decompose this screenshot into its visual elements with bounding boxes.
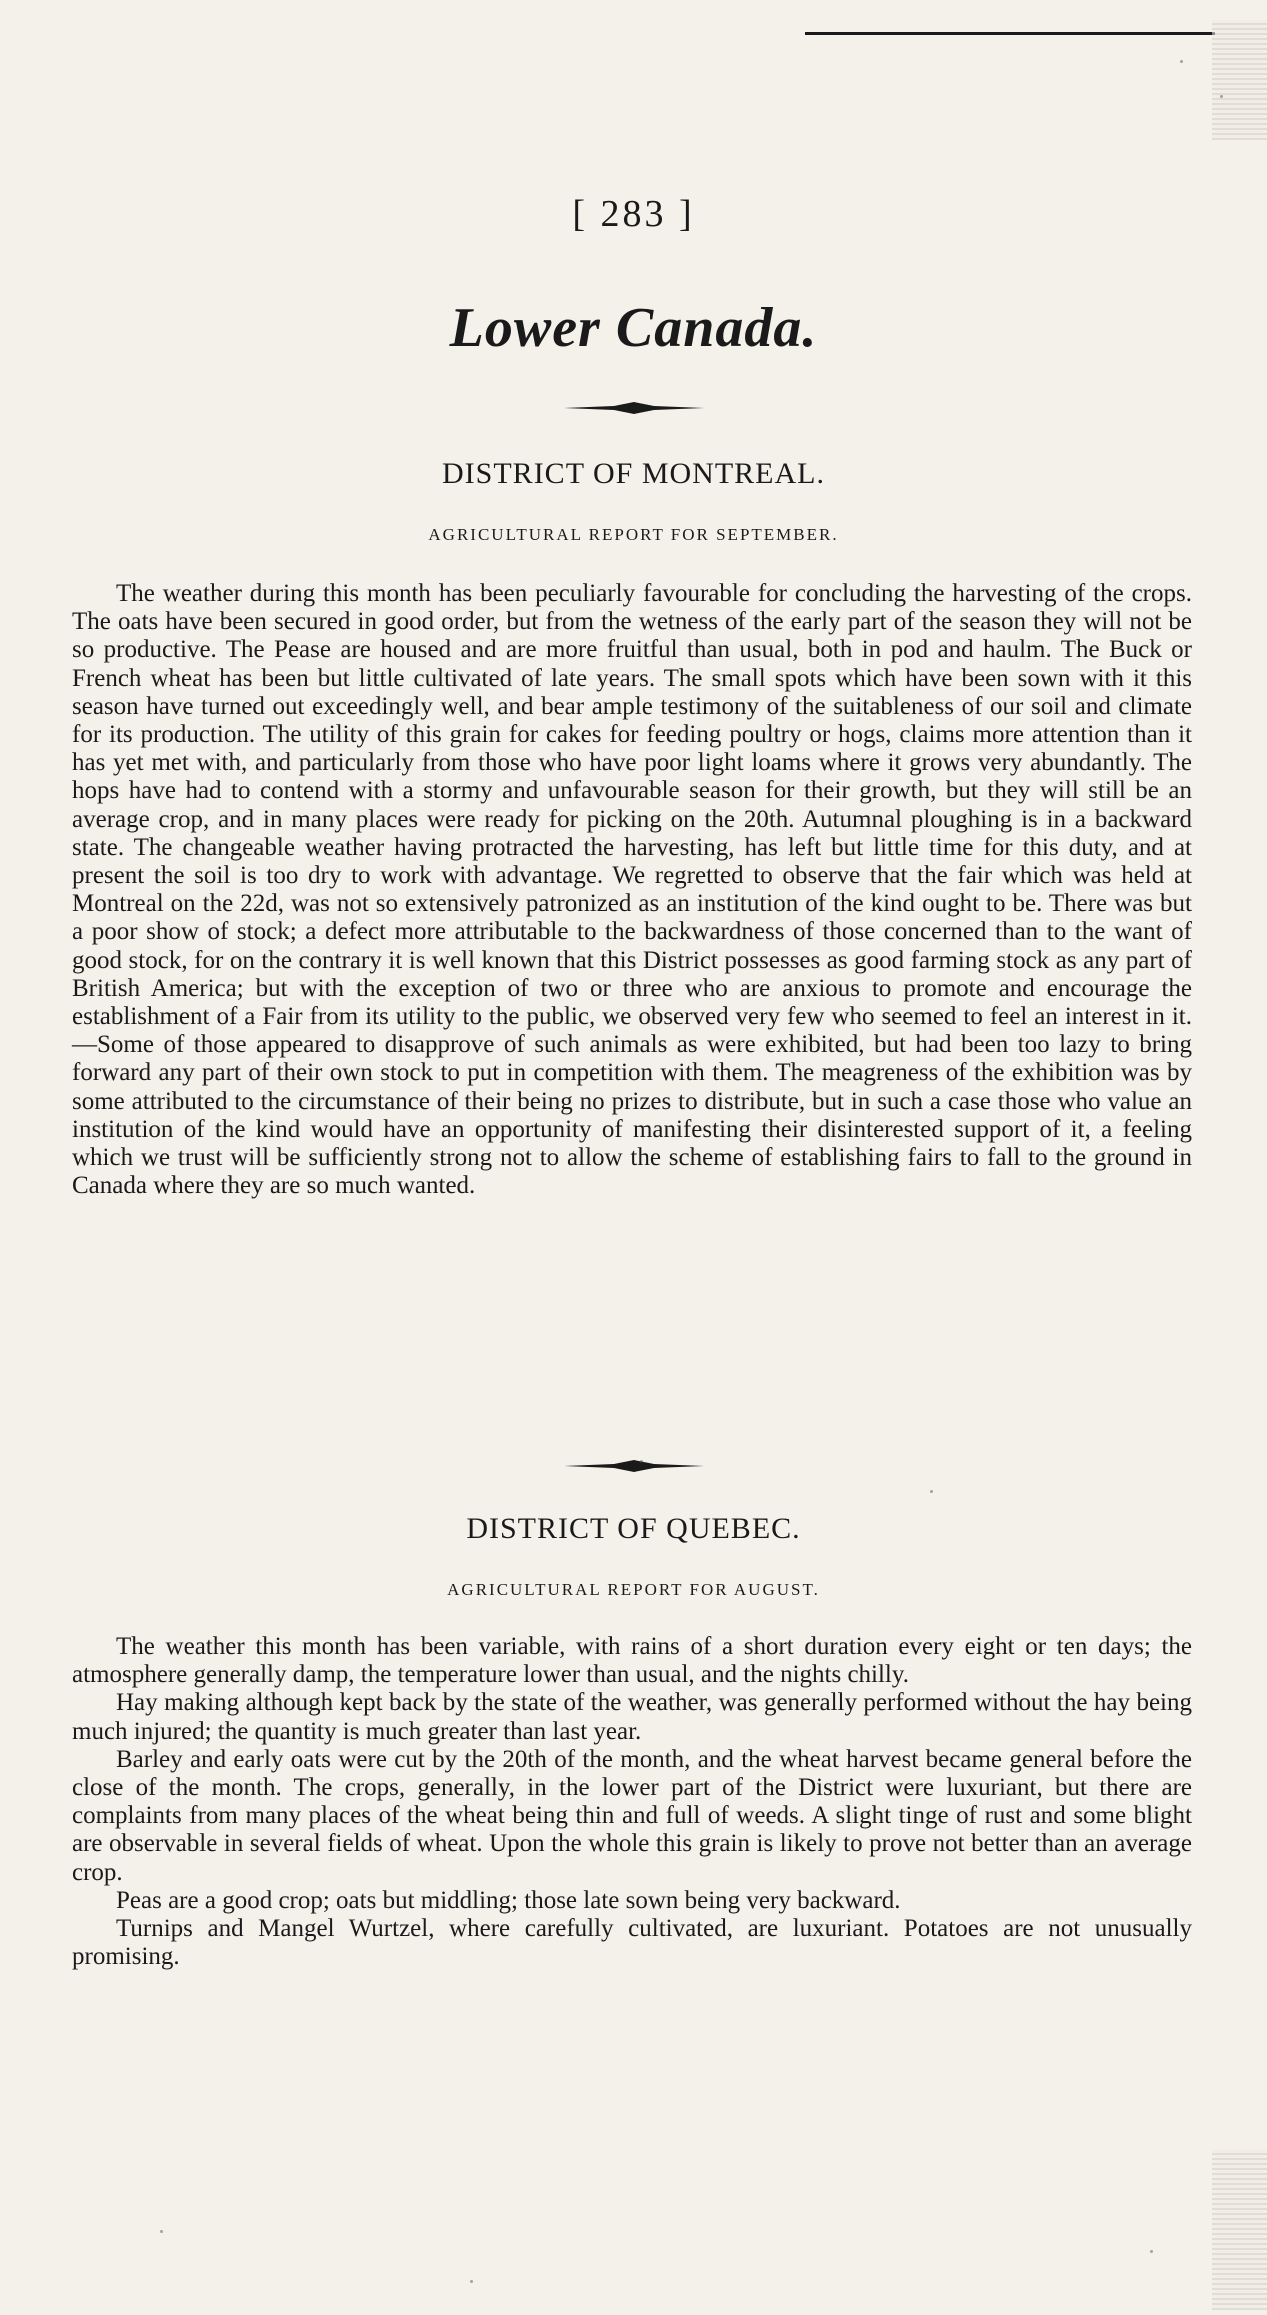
paragraph: Peas are a good crop; oats but middling; those late sown being very backward. <box>116 1886 901 1914</box>
paragraph: The weather this month has been variable, with rains of a short duration every eight or ten days; the atmosphere generally damp, the temperature lower than usual, and the nights chilly. <box>72 1633 1192 1689</box>
page-number: [ 283 ] <box>572 193 695 235</box>
paper-speck <box>160 2230 163 2233</box>
page-title: Lower Canada. <box>449 297 818 359</box>
page-edge-shadow <box>1212 2150 1267 2310</box>
paragraph: The weather during this month has been peculiarly favourable for concluding the harvesting of the crops. The oats have been secured in good order, but from the wetness of the early part of the season they will not be so productive. The Pease are housed and are more fruitful than usual, both in pod and haulm. The Buck or French wheat has been but little cultivated of late years. The small spots which have been sown with it this season have turned out exceedingly well, and bear ample testimony of the suitableness of our soil and climate for its production. The utility of this grain for cakes for feeding poultry or hogs, claims more attention than it has yet met with, and particularly from those who have poor light loams where it grows very abundantly. The hops have had to contend with a stormy and unfavourable season for their growth, but they will still be an average crop, and in many places were ready for picking on the 20th. Autumnal ploughing is in a backward state. The changeable weather having protracted the harvesting, has left but little time for this duty, and at present the soil is too dry to work with advantage. We regretted to observe that the fair which was held at Montreal on the 22d, was not so extensively patronized as an institution of the kind ought to be. There was but a poor show of stock; a defect more attributable to the backwardness of those concerned than to the want of good stock, for on the contrary it is well known that this District possesses as good farming stock as any part of British America; but with the exception of two or three who are anxious to promote and encourage the establishment of a Fair from its utility to the public, we observed very few who seemed to feel an interest in it.—Some of those appeared to disapprove of such animals as were exhibited, but had been too lazy to bring forward any part of their own stock to put in competition with them. The meagreness of the exhibition was by some attributed to the circumstance of their being no prizes to distribute, but in such a case those who value an institution of the kind would have an opportunity of manifesting their disinterested support of it, a feeling which we trust will be sufficiently strong not to allow the scheme of establishing fairs to fall to the ground in Canada where they are so much wanted. <box>72 580 1192 1200</box>
ornamental-divider <box>0 401 1267 415</box>
district-title: DISTRICT OF MONTREAL. <box>442 457 825 490</box>
paper-speck <box>1220 95 1223 98</box>
paper-speck <box>930 1490 933 1493</box>
paragraph: Turnips and Mangel Wurtzel, where carefully cultivated, are luxuriant. Potatoes are not unusually promising. <box>72 1915 1192 1971</box>
paragraph: Hay making although kept back by the state of the weather, was generally performed without the hay being much injured; the quantity is much greater than last year. <box>72 1689 1192 1745</box>
paper-speck <box>1150 2250 1153 2253</box>
paragraph: Barley and early oats were cut by the 20th of the month, and the wheat harvest became general before the close of the month. The crops, generally, in the lower part of the District were luxuriant, but there are complaints from many places of the wheat being thin and full of weeds. A slight tinge of rust and some blight are observable in several fields of wheat. Upon the whole this grain is likely to prove not better than an average crop. <box>72 1745 1192 1886</box>
paper-speck <box>1180 60 1183 63</box>
paper-speck <box>640 1460 643 1463</box>
report-subtitle: AGRICULTURAL REPORT FOR AUGUST. <box>447 1580 820 1599</box>
page-edge-shadow <box>1212 20 1267 140</box>
section-body-quebec <box>72 1633 1192 1971</box>
paper-speck <box>470 2280 473 2283</box>
top-rule <box>805 32 1215 35</box>
report-subtitle: AGRICULTURAL REPORT FOR SEPTEMBER. <box>428 525 839 544</box>
district-title: DISTRICT OF QUEBEC. <box>466 1512 801 1545</box>
ornamental-divider <box>0 1459 1267 1473</box>
section-body-montreal <box>72 580 1192 1200</box>
